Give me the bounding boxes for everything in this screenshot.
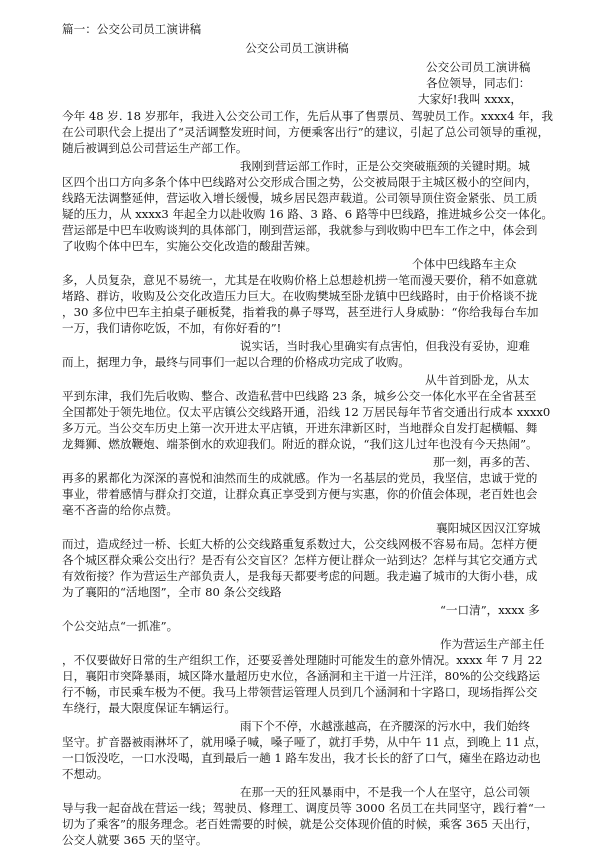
body-line: 导与我一起奋战在营运一线；驾驶员、修理工、调度员等 3000 名员工在共同坚守，践行着“一 bbox=[62, 801, 546, 815]
body-line: 行不畅，市民乘车极为不便。我马上带领营运管理人员到几个涵洞和十字路口，现场指挥公交 bbox=[62, 685, 538, 699]
body-line: 多万元。当公交车历史上第一次开进太平店镇，开进东津新区时，当地群众自发打起横幅、舞 bbox=[62, 421, 538, 435]
body-line: 日，襄阳市突降暴雨，城区降水量超历史水位，各涵洞和主干道一片汪洋，80%的公交线路运 bbox=[62, 669, 540, 683]
document-title: 公交公司员工演讲稿 bbox=[245, 41, 349, 55]
body-line: “一口清”，xxxx 多 bbox=[440, 603, 540, 617]
body-line: 个公交站点“一抓准”。 bbox=[62, 619, 179, 633]
body-line: ，不仅要做好日常的生产组织工作，还要妥善处理随时可能发生的意外情况。xxxx 年 7 月 22 bbox=[62, 653, 543, 667]
body-line: 而上，据理力争，最终与同事们一起以合理的价格成功完成了收购。 bbox=[62, 355, 410, 369]
body-line: 在那一天的狂风暴雨中，不是我一个人在坚守，总公司领 bbox=[240, 785, 530, 799]
body-line: 龙舞狮、燃放鞭炮、端茶倒水的欢迎我们。附近的群众说，“我们这儿过年也没有今天热闹”。 bbox=[62, 437, 538, 451]
body-line: 营运部是中巴车收购谈判的具体部门，刚到营运部，我就参与到收购中巴车工作之中，体会到 bbox=[62, 223, 538, 237]
body-line: 而过，造成经过一桥、长虹大桥的公交线路重复系数过大，公交线网极不容易布局。怎样方便 bbox=[62, 537, 538, 551]
body-line: 事业，带着感情与群众打交道，让群众真正享受到方便与实惠，你的价值会体现，老百姓也会 bbox=[62, 487, 538, 501]
body-line: 从牛首到卧龙，从太 bbox=[425, 373, 530, 387]
body-line: 那一刻，再多的苦、 bbox=[433, 455, 538, 469]
speech-subtitle: 公交公司员工演讲稿 bbox=[426, 60, 531, 74]
body-line: 不想动。 bbox=[62, 767, 109, 781]
body-line: 襄阳城区因汉江穿城 bbox=[436, 521, 541, 535]
body-line: ，30 多位中巴车主拍桌子砸板凳，指着我的鼻子辱骂，甚至进行人身威胁：“你给我每台车加 bbox=[62, 305, 539, 319]
body-line: 毫不吝啬的给你点赞。 bbox=[62, 503, 178, 517]
body-line: 作为营运生产部主任 bbox=[440, 637, 545, 651]
body-line: 在公司职代会上提出了“灵活调整发班时间，方便乘客出行”的建议，引起了总公司领导的重视， bbox=[62, 125, 550, 139]
body-line: 各个城区群众乘公交出行？是否有公交盲区？怎样方便让群众一站到达？怎样与其它交通方式 bbox=[62, 553, 538, 567]
body-line: 平到东津，我们先后收购、整合、改造私营中巴线路 23 条，城乡公交一体化水平在全省甚至 bbox=[62, 389, 537, 403]
body-line: 公交人就要 365 天的坚守。 bbox=[62, 833, 208, 847]
body-line: 雨下个不停，水越涨越高，在齐腰深的污水中，我们始终 bbox=[240, 719, 530, 733]
body-line: 今年 48 岁. 18 岁那年，我进入公交公司工作，先后从事了售票员、驾驶员工作。xxxx4 年，我 bbox=[62, 109, 553, 123]
body-line: 线路无法调整延伸，营运收入增长缓慢，城乡居民怨声载道。公司领导顶住资金紧张、员工质 bbox=[62, 191, 538, 205]
body-line: 有效衔接？作为营运生产部负责人，是我每天都要考虑的问题。我走遍了城市的大街小巷，成 bbox=[62, 569, 538, 583]
body-line: 我刚到营运部工作时，正是公交突破瓶颈的关键时期。城 bbox=[240, 159, 530, 173]
body-line: 疑的压力，从 xxxx3 年起全力以赴收购 16 路、3 路、6 路等中巴线路，推进城乡公交一体化。 bbox=[62, 207, 553, 221]
body-line: 了收购个体中巴车，实施公交化改造的酸甜苦辣。 bbox=[62, 239, 318, 253]
body-line: 坚守。扩音器被雨淋坏了，就用嗓子喊，嗓子哑了，就打手势，从中午 11 点，到晚上 11 点， bbox=[62, 735, 547, 749]
body-line: 随后被调到总公司营运生产部工作。 bbox=[62, 141, 248, 155]
body-line: 堵路、群访，收购及公交化改造压力巨大。在收购樊城至卧龙镇中巴线路时，由于价格谈不拢 bbox=[62, 289, 538, 303]
body-line: 大家好!我叫 xxxx， bbox=[418, 92, 523, 106]
body-line: 区四个出口方向多条个体中巴线路对公交形成合围之势，公交被局限于主城区极小的空间内， bbox=[62, 175, 538, 189]
body-line: 说实话，当时我心里确实有点害怕，但我没有妥协，迎难 bbox=[240, 339, 530, 353]
body-line: 全国都处于领先地位。仅太平店镇公交线路开通，沿线 12 万居民每年节省交通出行成本 xxxx0 bbox=[62, 405, 551, 419]
body-line: 切为了乘客”的服务理念。老百姓需要的时候，就是公交体现价值的时候，乘客 365 天出行， bbox=[62, 817, 538, 831]
greeting-line: 各位领导，同志们： bbox=[426, 76, 531, 90]
body-line: 一万，我们请你吃饭，不加，有你好看的”! bbox=[62, 321, 282, 335]
body-line: 一口饭没吃，一口水没喝，直到最后一趟 1 路车发出，我才长长的舒了口气，瘫坐在路边动也 bbox=[62, 751, 541, 765]
body-line: 再多的累都化为深深的喜悦和油然而生的成就感。作为一名基层的党员，我坚信，忠诚于党的 bbox=[62, 471, 538, 485]
section-header: 篇一：公交公司员工演讲稿 bbox=[62, 22, 202, 36]
body-line: 多，人员复杂，意见不易统一，尤其是在收购价格上总想趁机捞一笔而漫天要价，稍不如意就 bbox=[62, 273, 538, 287]
body-line: 为了襄阳的“活地图”，全市 80 条公交线路 bbox=[62, 585, 282, 599]
body-line: 个体中巴线路车主众 bbox=[412, 257, 517, 271]
body-line: 车绕行，最大限度保证车辆运行。 bbox=[62, 701, 236, 715]
